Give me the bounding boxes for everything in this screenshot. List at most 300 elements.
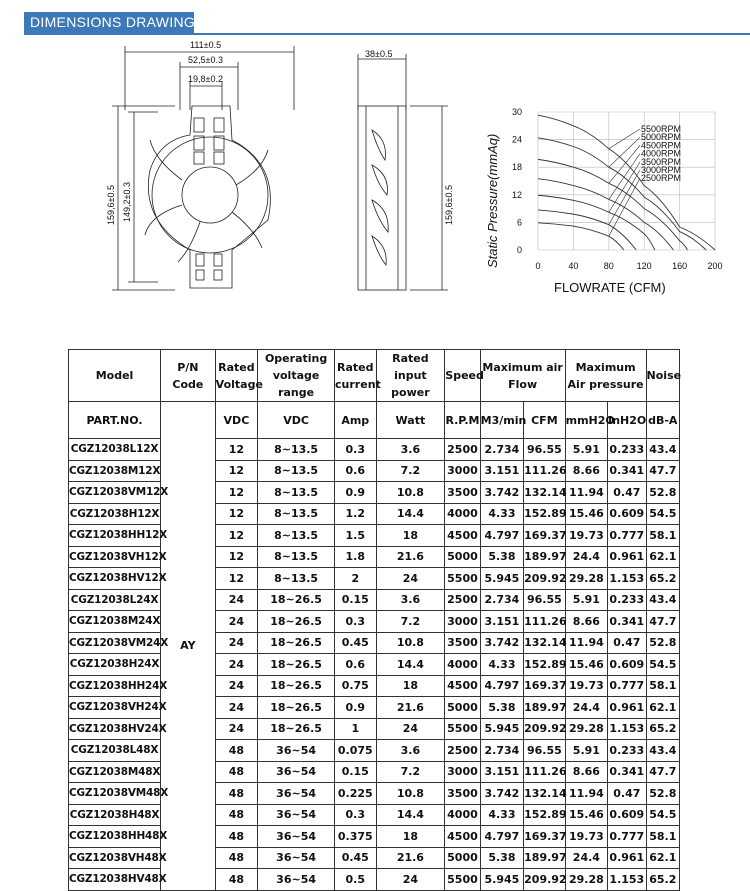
legend-leader-line [609,154,640,200]
cell-m3min: 3.742 [480,632,523,654]
cell-speed: 3500 [445,783,480,805]
y-tick-label: 30 [511,107,522,117]
subheader-m3min: M3/min [480,402,523,439]
cell-voltage-range: 8~13.5 [258,460,335,482]
cell-rated-voltage: 12 [215,482,257,504]
cell-cfm: 96.55 [524,740,565,762]
cell-power: 14.4 [376,654,445,676]
cell-voltage-range: 8~13.5 [258,525,335,547]
cell-current: 1.2 [335,503,376,525]
cell-noise: 65.2 [646,568,679,590]
table-row [69,826,680,848]
y-tick-label: 6 [516,217,522,228]
header-pn-code: P/N Code [161,350,216,402]
cell-voltage-range: 18~26.5 [258,718,335,740]
cell-mmh2o: 29.28 [565,869,607,891]
cell-speed: 2500 [445,589,480,611]
chart-xlabel: FLOWRATE (CFM) [554,280,666,295]
cell-noise: 65.2 [646,718,679,740]
cell-cfm: 209.92 [524,869,565,891]
cell-model: CGZ12038M48X [69,761,161,783]
cell-m3min: 4.797 [480,525,523,547]
legend-label: 3000RPM [641,165,682,175]
cell-mmh2o: 8.66 [565,761,607,783]
curve-2500rpm [538,223,624,250]
cell-current: 0.3 [335,804,376,826]
table-row [69,439,680,461]
cell-power: 21.6 [376,546,445,568]
pn-code-cell: AY [161,402,216,891]
cell-cfm: 96.55 [524,589,565,611]
legend-label: 2500RPM [641,173,682,184]
cell-power: 10.8 [376,783,445,805]
cell-m3min: 5.945 [480,568,523,590]
cell-model: CGZ12038VH24X [69,697,161,719]
table-row [69,460,680,482]
cell-inh2o: 0.47 [608,482,646,504]
x-tick-label: 0 [535,261,541,271]
cell-mmh2o: 24.4 [565,697,607,719]
dim-width: 111±0.5 [190,40,222,50]
cell-inh2o: 0.233 [608,740,646,762]
cell-current: 2 [335,568,376,590]
cell-inh2o: 1.153 [608,568,646,590]
table-row [69,740,680,762]
table-row [69,654,680,676]
cell-cfm: 209.92 [524,568,565,590]
chart-ylabel: Static Pressure(mmAq) [485,133,500,268]
chart-tick-labels [512,107,723,271]
cell-current: 0.6 [335,460,376,482]
cell-noise: 47.7 [646,611,679,633]
subheader-dba: dB-A [646,402,679,439]
cell-speed: 5500 [445,568,480,590]
subheader-watt: Watt [376,402,445,439]
cell-speed: 5000 [445,847,480,869]
cell-current: 0.6 [335,654,376,676]
cell-m3min: 3.742 [480,482,523,504]
table-row [69,589,680,611]
cell-rated-voltage: 12 [215,546,257,568]
cell-m3min: 4.797 [480,826,523,848]
cell-voltage-range: 36~54 [258,826,335,848]
cell-mmh2o: 24.4 [565,847,607,869]
cell-voltage-range: 8~13.5 [258,503,335,525]
cell-m3min: 4.797 [480,675,523,697]
cell-m3min: 2.734 [480,589,523,611]
subheader-cfm: CFM [524,402,565,439]
header-noise: Noise [646,350,679,402]
cell-speed: 4500 [445,525,480,547]
cell-inh2o: 0.233 [608,439,646,461]
cell-speed: 4000 [445,503,480,525]
cell-power: 14.4 [376,804,445,826]
cell-model: CGZ12038H24X [69,654,161,676]
cell-cfm: 189.97 [524,847,565,869]
header-rated-current: Rated current [335,350,376,402]
dim-thickness: 38±0.5 [365,49,393,59]
cell-power: 10.8 [376,632,445,654]
cell-current: 0.5 [335,869,376,891]
cell-current: 0.75 [335,675,376,697]
cell-power: 3.6 [376,439,445,461]
subheader-amp: Amp [335,402,376,439]
cell-inh2o: 0.961 [608,847,646,869]
cell-voltage-range: 18~26.5 [258,611,335,633]
cell-cfm: 169.37 [524,525,565,547]
cell-mmh2o: 5.91 [565,589,607,611]
curve-5500rpm [538,115,715,250]
cell-speed: 5500 [445,869,480,891]
subheader-vdc: VDC [215,402,257,439]
cell-voltage-range: 18~26.5 [258,632,335,654]
cell-current: 0.45 [335,847,376,869]
cell-mmh2o: 15.46 [565,654,607,676]
x-tick-label: 160 [672,261,688,271]
table-row [69,525,680,547]
cell-speed: 3000 [445,611,480,633]
cell-noise: 54.5 [646,503,679,525]
y-tick-label: 0 [516,245,522,255]
cell-noise: 43.4 [646,589,679,611]
cell-power: 7.2 [376,611,445,633]
cell-model: CGZ12038L12X [69,439,161,461]
cell-m3min: 4.33 [480,804,523,826]
cell-voltage-range: 36~54 [258,869,335,891]
cell-cfm: 152.89 [524,503,565,525]
y-tick-label: 24 [511,134,522,145]
table-row [69,503,680,525]
cell-rated-voltage: 24 [215,632,257,654]
cell-mmh2o: 5.91 [565,439,607,461]
cell-model: CGZ12038VM24X [69,632,161,654]
cell-current: 0.075 [335,740,376,762]
banner-title: DIMENSIONS DRAWING [30,14,196,30]
y-tick-label: 18 [511,162,522,173]
table-row [69,568,680,590]
header-operating-voltage: Operating voltage range [258,350,335,402]
cell-mmh2o: 8.66 [565,611,607,633]
cell-model: CGZ12038HH24X [69,675,161,697]
cell-model: CGZ12038HH48X [69,826,161,848]
cell-mmh2o: 19.73 [565,525,607,547]
dim-inner: 19,8±0.2 [188,74,223,84]
cell-cfm: 132.14 [524,783,565,805]
legend-leader-line [609,129,640,149]
cell-inh2o: 0.777 [608,525,646,547]
legend-label: 4000RPM [641,148,682,159]
cell-m3min: 3.151 [480,761,523,783]
cell-power: 24 [376,718,445,740]
dim-mid: 52,5±0.3 [188,55,223,65]
cell-rated-voltage: 24 [215,675,257,697]
cell-voltage-range: 36~54 [258,804,335,826]
cell-rated-voltage: 48 [215,804,257,826]
cell-inh2o: 0.233 [608,589,646,611]
cell-current: 1.5 [335,525,376,547]
cell-speed: 3000 [445,761,480,783]
y-tick-label: 12 [511,189,522,200]
cell-voltage-range: 36~54 [258,740,335,762]
cell-inh2o: 0.341 [608,460,646,482]
table-row [69,869,680,891]
cell-cfm: 132.14 [524,632,565,654]
cell-cfm: 189.97 [524,697,565,719]
section-banner [0,0,750,34]
cell-model: CGZ12038H12X [69,503,161,525]
table-row [69,804,680,826]
x-tick-label: 40 [568,261,579,271]
cell-m3min: 3.151 [480,611,523,633]
cell-m3min: 3.151 [480,460,523,482]
dim-side-height: 159,6±0.5 [444,185,454,225]
subheader-part-no: PART.NO. [69,402,161,439]
legend-leader-line [609,170,640,225]
cell-current: 0.3 [335,611,376,633]
cell-model: CGZ12038L48X [69,740,161,762]
cell-cfm: 152.89 [524,804,565,826]
cell-mmh2o: 11.94 [565,632,607,654]
dim-outer-height: 159,6±0.5 [106,185,116,225]
table-row [69,718,680,740]
cell-mmh2o: 19.73 [565,826,607,848]
cell-noise: 54.5 [646,654,679,676]
cell-cfm: 96.55 [524,439,565,461]
cell-noise: 54.5 [646,804,679,826]
side-view-drawing [350,46,460,296]
subheader-inh2o: InH2O [608,402,646,439]
cell-rated-voltage: 48 [215,869,257,891]
cell-inh2o: 0.341 [608,611,646,633]
cell-cfm: 152.89 [524,654,565,676]
cell-noise: 58.1 [646,675,679,697]
cell-noise: 43.4 [646,740,679,762]
cell-model: CGZ12038H48X [69,804,161,826]
cell-model: CGZ12038M24X [69,611,161,633]
cell-power: 3.6 [376,589,445,611]
cell-model: CGZ12038HV48X [69,869,161,891]
spec-table [68,349,680,891]
table-row [69,632,680,654]
cell-model: CGZ12038HH12X [69,525,161,547]
cell-cfm: 111.26 [524,761,565,783]
cell-power: 3.6 [376,740,445,762]
cell-speed: 2500 [445,439,480,461]
table-row [69,675,680,697]
cell-inh2o: 0.47 [608,783,646,805]
cell-current: 0.15 [335,589,376,611]
cell-speed: 5000 [445,697,480,719]
cell-mmh2o: 11.94 [565,482,607,504]
cell-cfm: 209.92 [524,718,565,740]
cell-rated-voltage: 12 [215,525,257,547]
table-row [69,761,680,783]
x-tick-label: 80 [603,261,614,271]
cell-rated-voltage: 48 [215,761,257,783]
cell-voltage-range: 18~26.5 [258,675,335,697]
header-rated-power: Rated input power [376,350,445,402]
cell-inh2o: 0.47 [608,632,646,654]
cell-mmh2o: 15.46 [565,503,607,525]
header-rated-voltage: Rated Voltage [215,350,257,402]
cell-mmh2o: 29.28 [565,718,607,740]
cell-noise: 58.1 [646,525,679,547]
cell-cfm: 132.14 [524,482,565,504]
subheader-row [69,402,680,439]
banner-underline [24,33,750,35]
cell-cfm: 169.37 [524,826,565,848]
cell-power: 18 [376,826,445,848]
cell-voltage-range: 36~54 [258,847,335,869]
chart-curves [538,115,715,250]
table-row [69,546,680,568]
performance-chart [480,100,740,300]
cell-m3min: 5.38 [480,847,523,869]
cell-noise: 58.1 [646,826,679,848]
cell-noise: 43.4 [646,439,679,461]
cell-inh2o: 0.341 [608,761,646,783]
cell-mmh2o: 15.46 [565,804,607,826]
cell-mmh2o: 8.66 [565,460,607,482]
cell-m3min: 2.734 [480,740,523,762]
cell-model: CGZ12038VH48X [69,847,161,869]
cell-current: 0.15 [335,761,376,783]
x-tick-label: 120 [636,261,652,271]
cell-mmh2o: 5.91 [565,740,607,762]
cell-rated-voltage: 12 [215,503,257,525]
cell-voltage-range: 36~54 [258,761,335,783]
header-row [69,350,680,402]
cell-rated-voltage: 48 [215,740,257,762]
cell-inh2o: 0.609 [608,503,646,525]
table-row [69,611,680,633]
cell-power: 21.6 [376,697,445,719]
cell-inh2o: 0.609 [608,654,646,676]
front-view-drawing [100,36,300,296]
cell-power: 24 [376,568,445,590]
cell-inh2o: 1.153 [608,869,646,891]
cell-rated-voltage: 24 [215,697,257,719]
cell-current: 0.3 [335,439,376,461]
cell-power: 7.2 [376,761,445,783]
cell-rated-voltage: 48 [215,847,257,869]
subheader-mmh2o: mmH2O [565,402,607,439]
cell-current: 1.8 [335,546,376,568]
cell-speed: 3500 [445,482,480,504]
cell-voltage-range: 18~26.5 [258,697,335,719]
cell-current: 0.9 [335,482,376,504]
cell-voltage-range: 8~13.5 [258,546,335,568]
cell-speed: 2500 [445,740,480,762]
cell-inh2o: 1.153 [608,718,646,740]
cell-noise: 52.8 [646,783,679,805]
legend-label: 4500RPM [641,140,682,151]
table-row [69,783,680,805]
cell-power: 7.2 [376,460,445,482]
header-max-pressure: Maximum Air pressure [565,350,646,402]
cell-model: CGZ12038VH12X [69,546,161,568]
cell-noise: 52.8 [646,632,679,654]
cell-rated-voltage: 24 [215,654,257,676]
cell-m3min: 5.945 [480,869,523,891]
cell-rated-voltage: 24 [215,718,257,740]
cell-power: 24 [376,869,445,891]
header-speed: Speed [445,350,480,402]
cell-m3min: 5.38 [480,546,523,568]
cell-speed: 3000 [445,460,480,482]
legend-label: 3500RPM [641,156,682,167]
header-max-airflow: Maximum air Flow [480,350,565,402]
cell-voltage-range: 8~13.5 [258,568,335,590]
subheader-vdc-range: VDC [258,402,335,439]
cell-power: 18 [376,525,445,547]
cell-cfm: 111.26 [524,611,565,633]
cell-speed: 4500 [445,675,480,697]
cell-noise: 65.2 [646,869,679,891]
cell-inh2o: 0.777 [608,675,646,697]
chart-grid [538,112,715,250]
dim-inner-height: 149,2±0.3 [122,182,132,222]
cell-voltage-range: 8~13.5 [258,482,335,504]
cell-noise: 47.7 [646,460,679,482]
cell-voltage-range: 36~54 [258,783,335,805]
cell-power: 10.8 [376,482,445,504]
cell-model: CGZ12038VM12X [69,482,161,504]
cell-rated-voltage: 12 [215,568,257,590]
cell-inh2o: 0.961 [608,546,646,568]
cell-rated-voltage: 12 [215,460,257,482]
cell-cfm: 169.37 [524,675,565,697]
cell-power: 21.6 [376,847,445,869]
cell-speed: 4500 [445,826,480,848]
cell-noise: 62.1 [646,697,679,719]
legend-label: 5500RPM [641,124,682,134]
header-model: Model [69,350,161,402]
cell-mmh2o: 29.28 [565,568,607,590]
subheader-rpm: R.P.M [445,402,480,439]
cell-rated-voltage: 48 [215,783,257,805]
table-row [69,697,680,719]
cell-model: CGZ12038L24X [69,589,161,611]
cell-m3min: 3.742 [480,783,523,805]
cell-mmh2o: 11.94 [565,783,607,805]
cell-m3min: 2.734 [480,439,523,461]
cell-voltage-range: 18~26.5 [258,589,335,611]
legend-label: 5000RPM [641,132,682,143]
cell-m3min: 5.38 [480,697,523,719]
cell-current: 0.225 [335,783,376,805]
cell-current: 0.375 [335,826,376,848]
table-row [69,847,680,869]
cell-speed: 3500 [445,632,480,654]
cell-m3min: 4.33 [480,503,523,525]
cell-inh2o: 0.777 [608,826,646,848]
cell-cfm: 189.97 [524,546,565,568]
cell-power: 14.4 [376,503,445,525]
cell-m3min: 5.945 [480,718,523,740]
cell-speed: 5000 [445,546,480,568]
cell-power: 18 [376,675,445,697]
cell-current: 0.45 [335,632,376,654]
cell-model: CGZ12038HV24X [69,718,161,740]
cell-current: 0.9 [335,697,376,719]
cell-voltage-range: 18~26.5 [258,654,335,676]
cell-inh2o: 0.609 [608,804,646,826]
cell-rated-voltage: 48 [215,826,257,848]
cell-speed: 5500 [445,718,480,740]
cell-model: CGZ12038M12X [69,460,161,482]
cell-rated-voltage: 24 [215,589,257,611]
